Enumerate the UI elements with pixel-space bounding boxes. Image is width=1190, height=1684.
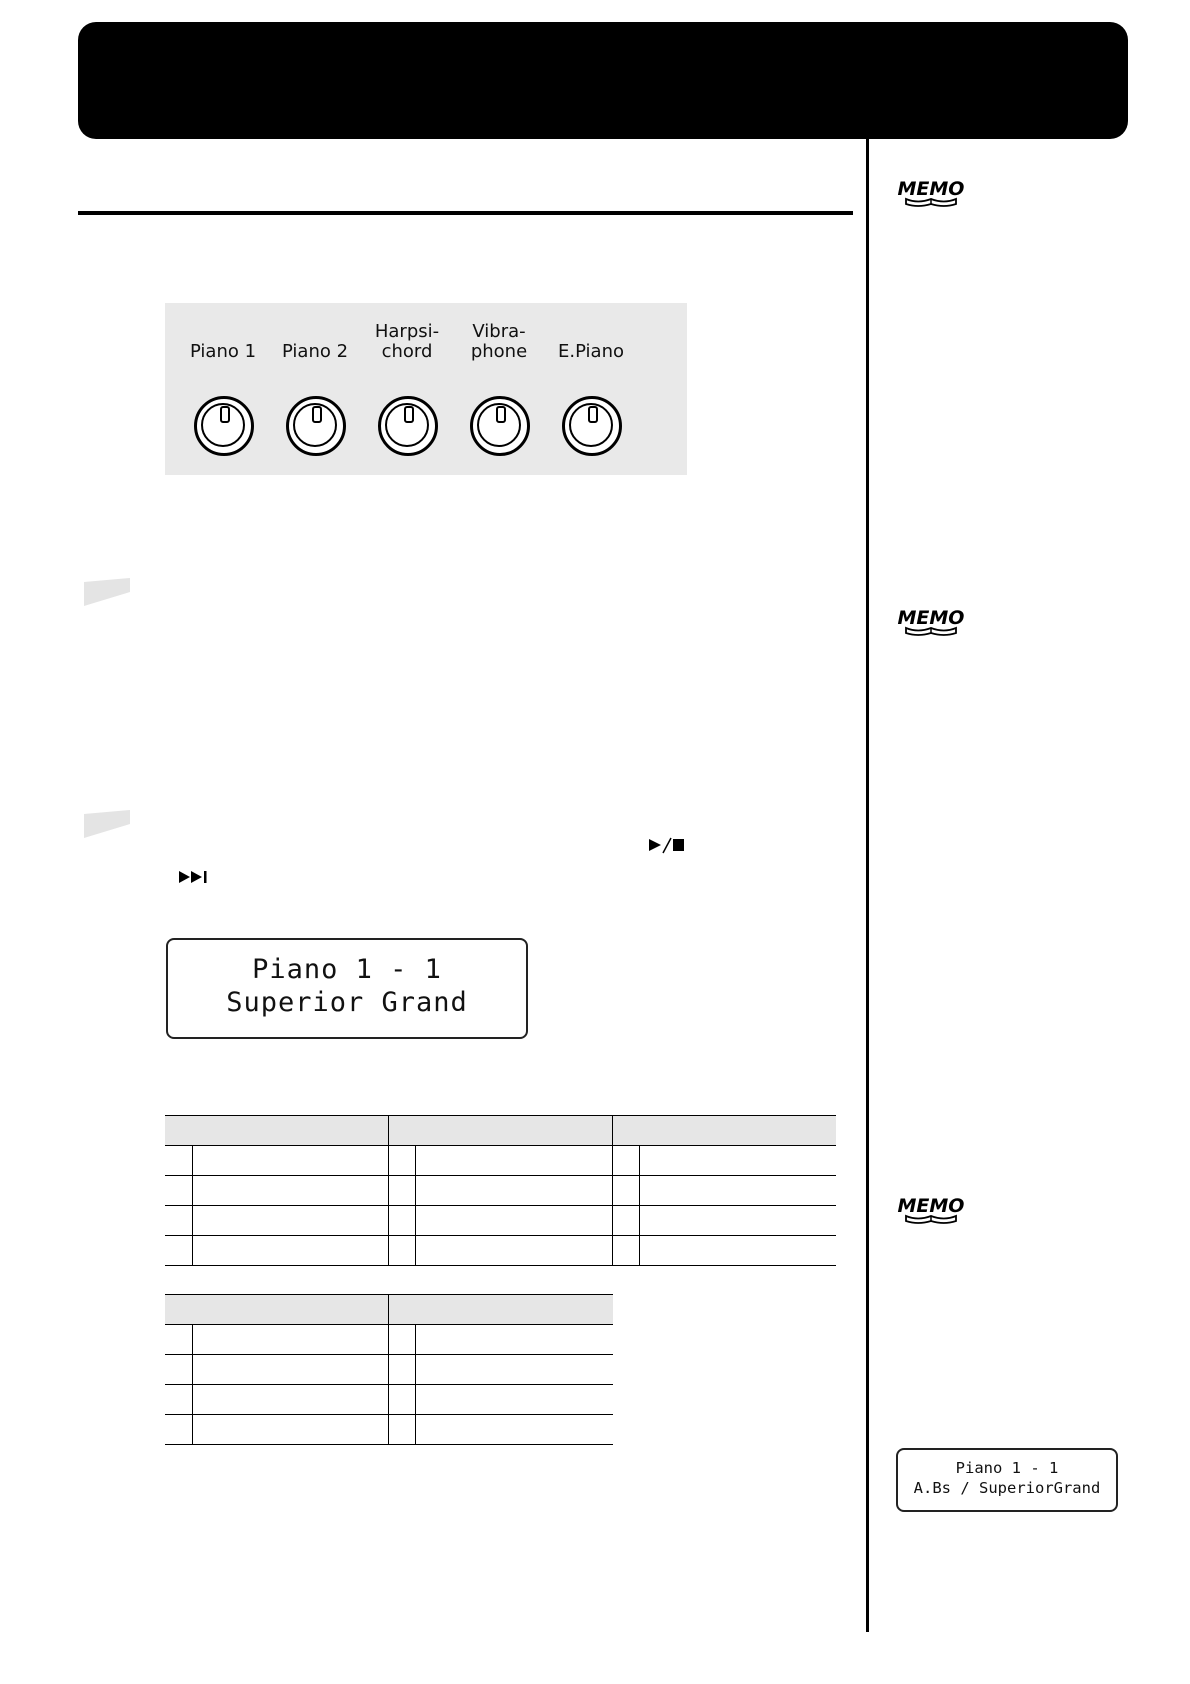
tone-button-label: E.Piano (557, 341, 624, 362)
tone-button-piano-1[interactable] (177, 303, 269, 475)
tone-table-2 (165, 1294, 613, 1445)
chapter-header-bar (78, 22, 1128, 139)
section-rule (78, 211, 853, 215)
tone-knob-icon[interactable] (194, 396, 254, 456)
tone-table-1 (165, 1115, 836, 1266)
table-row (165, 1325, 613, 1355)
lcd-line-1: Piano 1 - 1 (252, 954, 442, 985)
tone-knob-icon[interactable] (562, 396, 622, 456)
table-header-row (165, 1116, 836, 1146)
fast-forward-icon (178, 868, 214, 886)
table-row (165, 1385, 613, 1415)
memo-icon (896, 1191, 966, 1225)
table-row (165, 1415, 613, 1445)
table-row (165, 1355, 613, 1385)
tone-knob-icon[interactable] (470, 396, 530, 456)
memo-icon-text: MEMO (897, 1195, 965, 1217)
tone-button-harpsichord[interactable] (361, 303, 453, 475)
tone-button-label: Piano 1 (189, 341, 257, 362)
tone-knob-icon[interactable] (286, 396, 346, 456)
table-row (165, 1176, 836, 1206)
tone-button-label: Piano 2 (281, 341, 349, 362)
table-row (165, 1236, 836, 1266)
lcd-line-2: A.Bs / SuperiorGrand (913, 1479, 1101, 1497)
memo-icon (896, 603, 966, 637)
lcd-display-main (166, 938, 528, 1039)
tone-button-vibraphone[interactable] (453, 303, 545, 475)
tone-button-piano-2[interactable] (269, 303, 361, 475)
sidebar-divider (866, 139, 869, 1632)
tone-button-label: Vibra- (472, 321, 526, 342)
table-header-cell (165, 1116, 388, 1146)
table-row (165, 1206, 836, 1236)
lcd-display-side (896, 1448, 1118, 1512)
memo-icon-text: MEMO (897, 607, 965, 629)
table-header-cell (612, 1116, 836, 1146)
tone-button-label: Harpsi- (374, 321, 440, 342)
table-header-cell (388, 1116, 612, 1146)
table-header-cell (388, 1295, 613, 1325)
table-header-cell (165, 1295, 388, 1325)
tone-knob-icon[interactable] (378, 396, 438, 456)
memo-icon (896, 174, 966, 208)
tone-button-e-piano[interactable] (545, 303, 637, 475)
tone-button-label: chord (381, 341, 433, 362)
table-header-row (165, 1295, 613, 1325)
lcd-line-2: Superior Grand (226, 987, 468, 1018)
lcd-line-1: Piano 1 - 1 (955, 1459, 1059, 1477)
table-row (165, 1146, 836, 1176)
play-stop-icon (648, 836, 688, 856)
tone-button-label: phone (470, 341, 528, 362)
memo-icon-text: MEMO (897, 178, 965, 200)
tone-button-panel (165, 303, 687, 475)
